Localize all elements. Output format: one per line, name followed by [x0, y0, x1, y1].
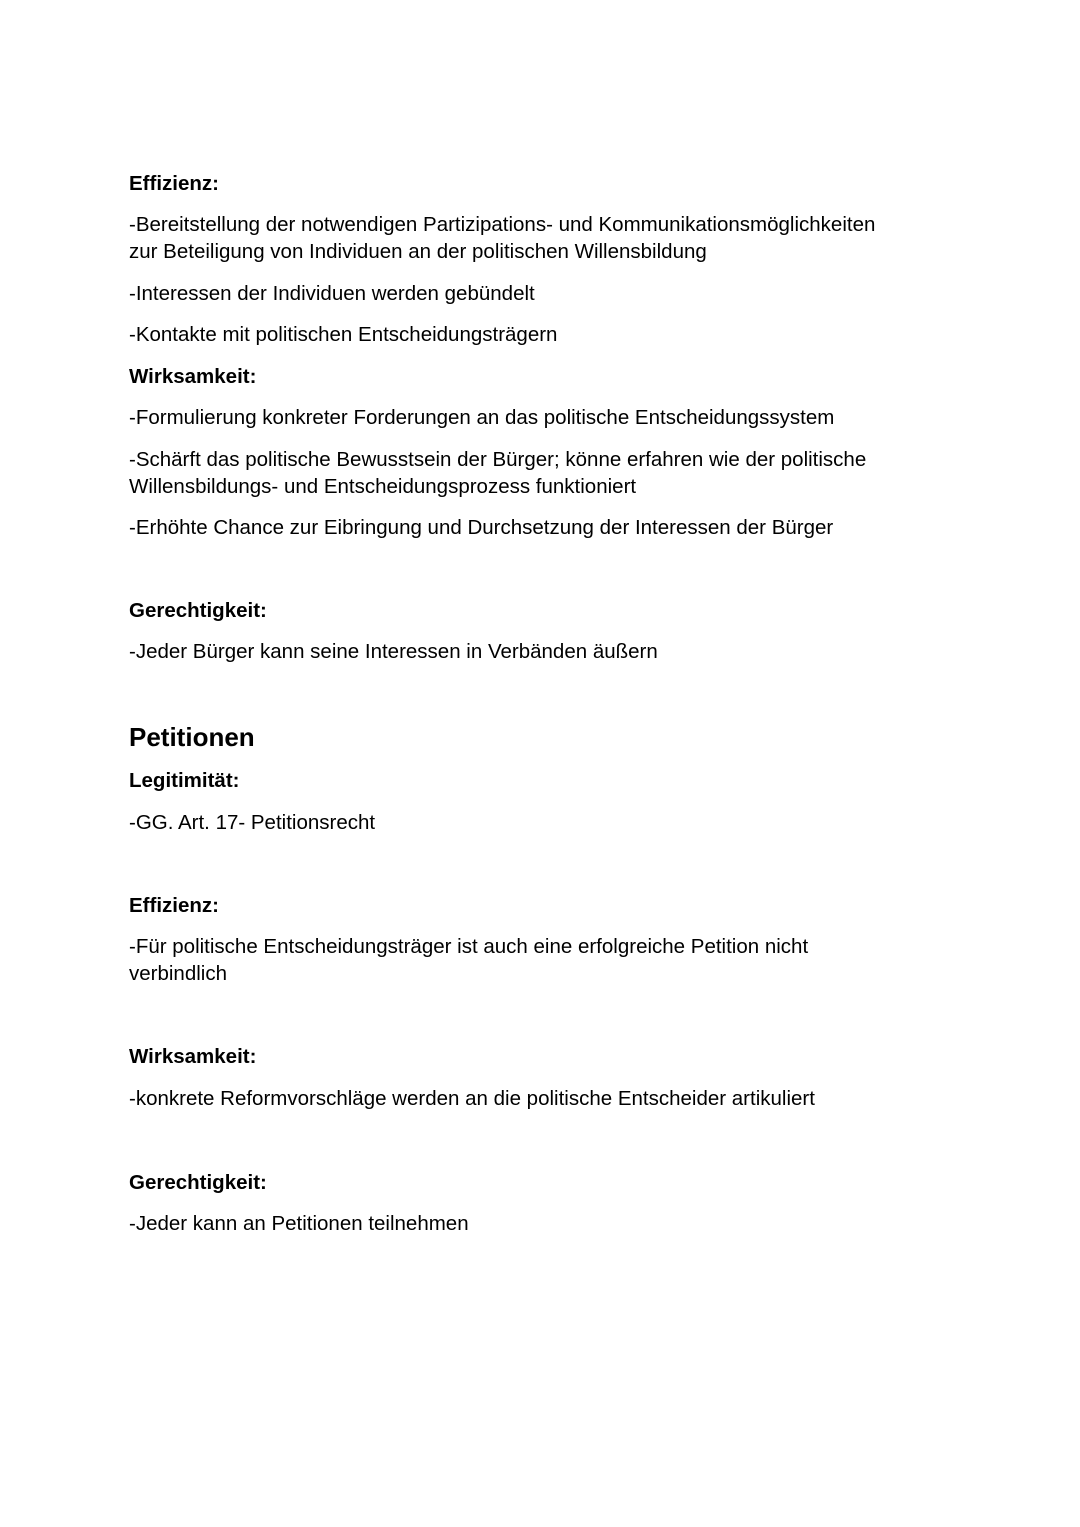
wirksamkeit-point-3: -Erhöhte Chance zur Eibringung und Durchsetzung der Interessen der Bürger	[129, 516, 834, 539]
effizienz-point-1-line-1: -Bereitstellung der notwendigen Partizipations- und Kommunikationsmöglichkeiten	[129, 213, 876, 236]
petition-effizienz-point-1-line-1: -Für politische Entscheidungsträger ist auch eine erfolgreiche Petition nicht	[129, 935, 809, 958]
legitimitaet-point-1: -GG. Art. 17- Petitionsrecht	[129, 811, 376, 834]
effizienz-point-1-line-2: zur Beteiligung von Individuen an der politischen Willensbildung	[129, 240, 707, 263]
heading-gerechtigkeit: Gerechtigkeit:	[129, 599, 267, 622]
petition-effizienz-point-1-line-2: verbindlich	[129, 962, 227, 985]
heading-wirksamkeit: Wirksamkeit:	[129, 365, 257, 388]
section-title-petitionen: Petitionen	[129, 722, 255, 752]
wirksamkeit-point-2-line-2: Willensbildungs- und Entscheidungsprozess funktioniert	[129, 475, 637, 498]
heading-petition-gerechtigkeit: Gerechtigkeit:	[129, 1171, 267, 1194]
effizienz-point-2: -Interessen der Individuen werden gebündelt	[129, 282, 535, 305]
wirksamkeit-point-1: -Formulierung konkreter Forderungen an das politische Entscheidungssystem	[129, 406, 835, 429]
heading-legitimitaet: Legitimität:	[129, 769, 240, 792]
heading-petition-effizienz: Effizienz:	[129, 894, 219, 917]
heading-effizienz: Effizienz:	[129, 172, 219, 195]
effizienz-point-3: -Kontakte mit politischen Entscheidungsträgern	[129, 323, 558, 346]
heading-petition-wirksamkeit: Wirksamkeit:	[129, 1045, 257, 1068]
petition-gerechtigkeit-point-1: -Jeder kann an Petitionen teilnehmen	[129, 1212, 469, 1235]
wirksamkeit-point-2-line-1: -Schärft das politische Bewusstsein der Bürger; könne erfahren wie der politische	[129, 448, 867, 471]
petition-wirksamkeit-point-1: -konkrete Reformvorschläge werden an die politische Entscheider artikuliert	[129, 1087, 815, 1110]
gerechtigkeit-point-1: -Jeder Bürger kann seine Interessen in Verbänden äußern	[129, 640, 658, 663]
